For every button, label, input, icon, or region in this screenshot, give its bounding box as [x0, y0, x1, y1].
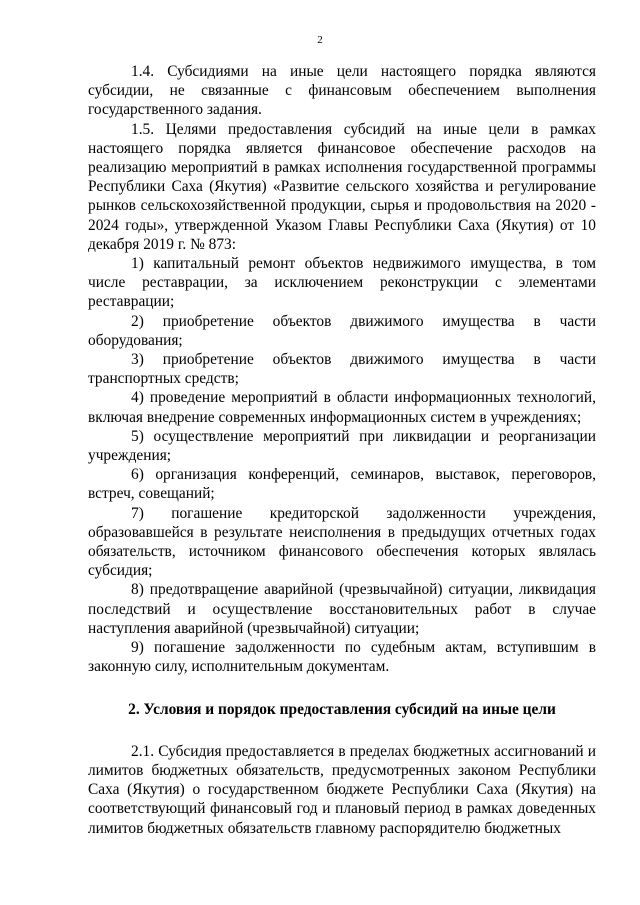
list-item-9: 9) погашение задолженности по судебным актам, вступившим в законную силу, исполнительным документам. [88, 639, 596, 676]
document-body [88, 62, 596, 838]
list-item-2: 2) приобретение объектов движимого имущества в части оборудования; [88, 312, 596, 349]
paragraph-1-5: 1.5. Целями предоставления субсидий на иные цели в рамках настоящего порядка является финансовое обеспечение расходов на реализацию мероприятий в рамках исполнения государственной программы Республики Саха (Якутия) «Развитие сельского хозяйства и регулирование рынков сельскохозяйственной продукции, сырья и продовольствия на 2020 - 2024 годы», утвержденной Указом Главы Республики Саха (Якутия) от 10 декабря 2019 г. № 873: [88, 120, 596, 253]
paragraph-2-1: 2.1. Субсидия предоставляется в пределах бюджетных ассигнований и лимитов бюджетных обязательств, предусмотренных законом Республики Саха (Якутия) о государственном бюджете Республики Саха (Якутия) на соответствующий финансовый год и плановый период в рамках доведенных лимитов бюджетных обязательств главному распорядителю бюджетных [88, 742, 596, 837]
section-heading: 2. Условия и порядок предоставления субсидий на иные цели [128, 700, 556, 718]
list-item-4: 4) проведение мероприятий в области информационных технологий, включая внедрение современных информационных систем в учреждениях; [88, 389, 596, 426]
list-item-8: 8) предотвращение аварийной (чрезвычайной) ситуации, ликвидация последствий и осуществление восстановительных работ в случае наступления аварийной (чрезвычайной) ситуации; [88, 581, 596, 637]
list-item-5: 5) осуществление мероприятий при ликвидации и реорганизации учреждения; [88, 427, 596, 465]
page-number: 2 [317, 34, 323, 46]
list-item-6: 6) организация конференций, семинаров, выставок, переговоров, встреч, совещаний; [88, 466, 596, 503]
list-item-1: 1) капитальный ремонт объектов недвижимого имущества, в том числе реставрации, за исключением реконструкции с элементами реставрации; [88, 255, 596, 311]
paragraph-1-4: 1.4. Субсидиями на иные цели настоящего порядка являются субсидии, не связанные с финансовым обеспечением выполнения государственного задания. [88, 63, 596, 119]
list-item-7: 7) погашение кредиторской задолженности учреждения, образовавшейся в результате неисполнения в предыдущих отчетных годах обязательств, источником финансового обеспечения которых являлась субсидия; [88, 504, 596, 580]
list-item-3: 3) приобретение объектов движимого имущества в части транспортных средств; [88, 351, 596, 388]
